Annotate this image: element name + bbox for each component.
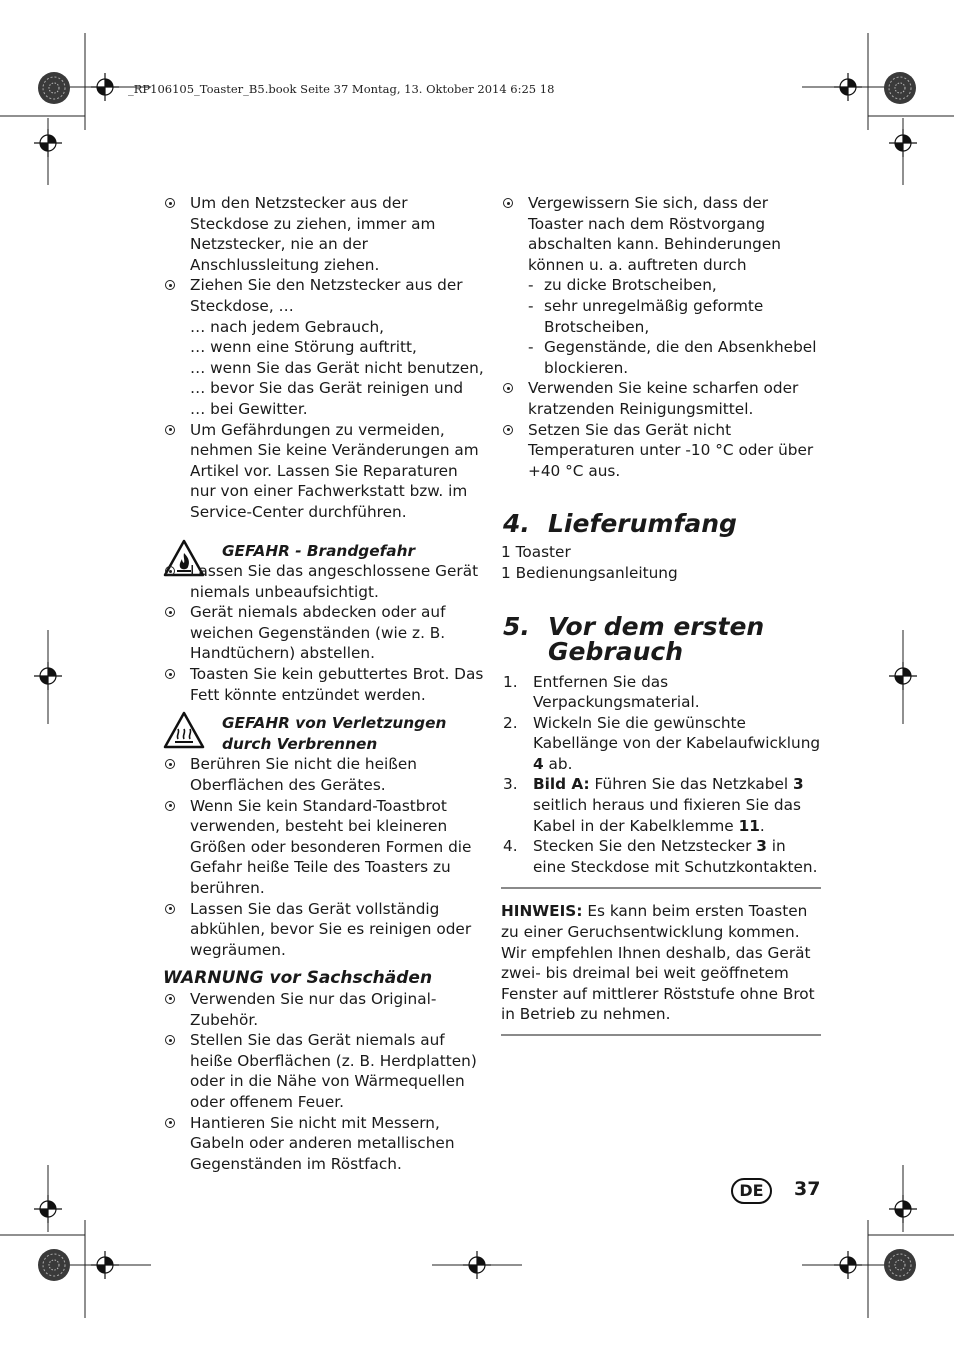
- right-column: [501, 193, 821, 1036]
- sub-line: … bei Gewitter.: [190, 399, 308, 418]
- contents-item: 1 Toaster: [501, 543, 571, 562]
- page-number: 37: [794, 1178, 821, 1200]
- print-header: _RP106105_Toaster_B5.book Seite 37 Montag, 13. Oktober 2014 6:25 18: [128, 82, 555, 96]
- property-warning-heading: WARNUNG vor Sachschäden: [163, 968, 433, 989]
- burn-warning-heading: GEFAHR von Verletzungen durch Verbrennen: [163, 713, 485, 754]
- safety-bullet: Vergewissern Sie sich, dass der Toaster nach dem Röstvorgang abschalten kann. Behinderungen können u. a. auftreten durch: [501, 193, 821, 275]
- step-item: 4. Stecken Sie den Netzstecker 3 in eine Steckdose mit Schutzkontakten.: [503, 837, 818, 876]
- safety-bullet: Lassen Sie das angeschlossene Gerät niemals unbeaufsichtigt.: [163, 561, 485, 602]
- dash-item: - zu dicke Brotscheiben,: [501, 275, 821, 296]
- step-item: 2. Wickeln Sie die gewünschte Kabellänge von der Kabelaufwicklung 4 ab.: [503, 713, 821, 773]
- safety-bullet: Verwenden Sie keine scharfen oder kratzenden Reinigungsmittel.: [501, 378, 821, 419]
- step-item: 3. Bild A: Führen Sie das Netzkabel 3 seitlich heraus und fixieren Sie das Kabel in der Kabelklemme 11.: [503, 775, 804, 835]
- dash-item: - sehr unregelmäßig geformte Brotscheiben,: [501, 296, 821, 337]
- sub-line: … nach jedem Gebrauch,: [190, 317, 385, 336]
- section-heading-4: 4. Lieferumfang: [503, 509, 737, 539]
- safety-bullet: Um Gefährdungen zu vermeiden, nehmen Sie keine Veränderungen am Artikel vor. Lassen Sie Reparaturen nur von einer Fachwerkstatt bzw. im Service-Center durchführen.: [163, 420, 485, 523]
- sub-line: … wenn eine Störung auftritt,: [190, 338, 417, 357]
- hot-surface-warning-icon: [163, 711, 205, 749]
- safety-bullet: Lassen Sie das Gerät vollständig abkühlen, bevor Sie es reinigen oder wegräumen.: [163, 899, 485, 961]
- dash-item: - Gegenstände, die den Absenkhebel blockieren.: [501, 337, 821, 378]
- sub-line: … bevor Sie das Gerät reinigen und: [190, 379, 464, 398]
- safety-bullet: Um den Netzstecker aus der Steckdose zu ziehen, immer am Netzstecker, nie an der Anschlussleitung ziehen.: [163, 193, 485, 275]
- safety-bullet: Berühren Sie nicht die heißen Oberflächen des Gerätes.: [163, 754, 485, 795]
- section-heading-5: 5. Vor dem ersten Gebrauch: [503, 611, 765, 666]
- safety-bullet: Stellen Sie das Gerät niemals auf heiße Oberflächen (z. B. Herdplatten) oder in die Nähe von Wärmequellen oder offenem Feuer.: [163, 1030, 485, 1112]
- hint-label: HINWEIS:: [501, 902, 583, 921]
- hint-text: Es kann beim ersten Toasten zu einer Geruchsentwicklung kommen. Wir empfehlen Ihnen deshalb, das Gerät zwei- bis dreimal bei weit geöffnetem Fenster auf mittlerer Röststufe ohne Brot in Betrieb zu nehmen.: [501, 902, 815, 1024]
- safety-bullet: Ziehen Sie den Netzstecker aus der Steckdose, …: [163, 275, 485, 316]
- safety-bullet: Hantieren Sie nicht mit Messern, Gabeln oder anderen metallischen Gegenständen im Röstfach.: [163, 1113, 485, 1175]
- safety-bullet: Setzen Sie das Gerät nicht Temperaturen unter -10 °C oder über +40 °C aus.: [501, 420, 821, 482]
- safety-bullet: Verwenden Sie nur das Original-Zubehör.: [163, 989, 485, 1030]
- left-column: [163, 193, 485, 1174]
- safety-bullet: Toasten Sie kein gebuttertes Brot. Das Fett könnte entzündet werden.: [163, 664, 485, 705]
- safety-bullet: Wenn Sie kein Standard-Toastbrot verwenden, besteht bei kleineren Größen oder besonderen Formen die Gefahr heiße Teile des Toasters zu berühren.: [163, 796, 485, 899]
- contents-item: 1 Bedienungsanleitung: [501, 563, 678, 582]
- fire-warning-heading: GEFAHR - Brandgefahr: [163, 541, 485, 562]
- sub-line: … wenn Sie das Gerät nicht benutzen,: [190, 358, 484, 377]
- safety-bullet: Gerät niemals abdecken oder auf weichen Gegenständen (wie z. B. Handtüchern) abstellen.: [163, 602, 485, 664]
- language-badge: DE: [731, 1178, 772, 1204]
- hint-box: [501, 887, 821, 1036]
- step-item: 1. Entfernen Sie das Verpackungsmaterial.: [503, 672, 700, 712]
